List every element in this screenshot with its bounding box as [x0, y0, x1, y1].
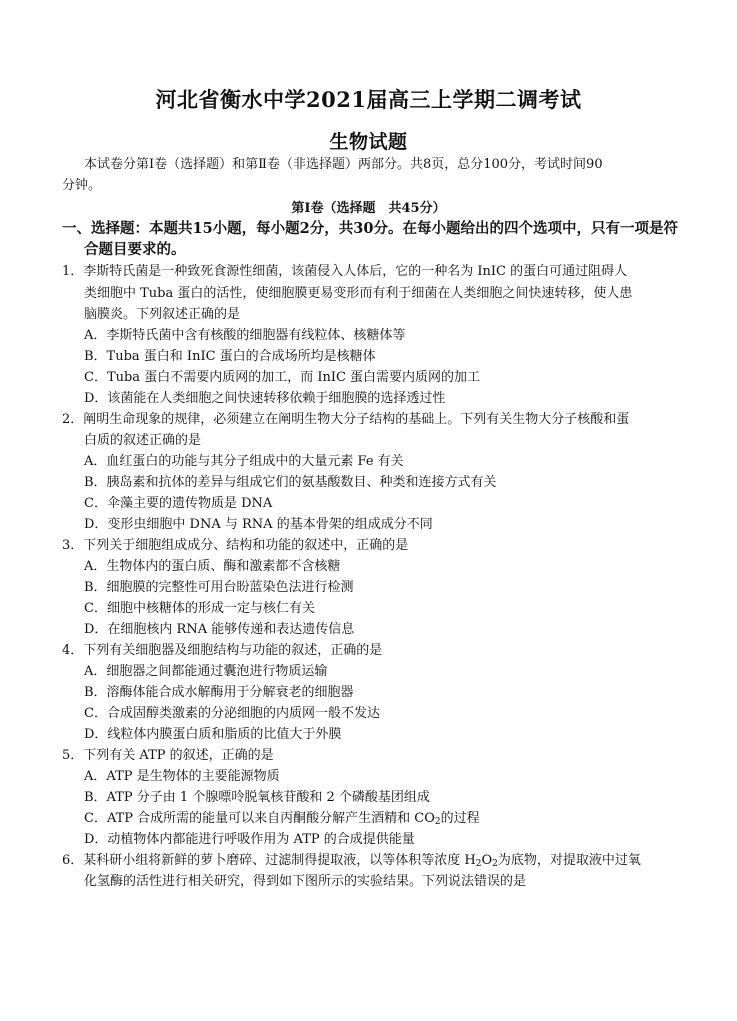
q4-option-d: D．线粒体内膜蛋白质和脂质的比值大于外膜 [84, 727, 342, 742]
q6-stem-tail: 为底物，对提取液中过氧 [497, 853, 641, 868]
q6-subscript-2: 2 [492, 859, 498, 869]
q4-option-a: A．细胞器之间都能通过囊泡进行物质运输 [84, 664, 328, 679]
q3-stem-line-1: 3．下列关于细胞组成成分、结构和功能的叙述中，正确的是 [62, 538, 409, 553]
q5-option-c [84, 811, 480, 827]
q2-option-a: A．血红蛋白的功能与其分子组成中的大量元素 Fe 有关 [84, 454, 404, 469]
subject-title: 生物试题 [329, 131, 408, 153]
intro-line-1: 本试卷分第Ⅰ卷（选择题）和第Ⅱ卷（非选择题）两部分。共8页，总分100分，考试时间90 [84, 157, 603, 172]
q2-option-b: B．胰岛素和抗体的差异与组成它们的氨基酸数目、种类和连接方式有关 [84, 475, 497, 490]
q3-option-a: A．生物体内的蛋白质、酶和激素都不含核糖 [84, 559, 341, 574]
q5-option-c-text: C．ATP 合成所需的能量可以来自丙酮酸分解产生酒精和 CO [84, 811, 435, 826]
section-heading-line-1: 一、选择题：本题共15小题，每小题2分，共30分。在每小题给出的四个选项中，只有一项是符 [62, 220, 678, 237]
q6-stem-text: 6．某科研小组将新鲜的萝卜磨碎、过滤制得提取液，以等体积等浓度 H [62, 853, 476, 868]
q4-option-c: C．合成固醇类激素的分泌细胞的内质网一般不发达 [84, 706, 380, 721]
q6-subscript-1: 2 [475, 859, 482, 869]
q4-option-b: B．溶酶体能合成水解酶用于分解衰老的细胞器 [84, 685, 354, 700]
q5-option-c-subscript: 2 [434, 817, 441, 827]
q1-option-c: C．Tuba 蛋白不需要内质网的加工，而 InIC 蛋白需要内质网的加工 [84, 370, 481, 385]
section-heading-line-2: 合题目要求的。 [84, 241, 186, 258]
q6-stem-o: O [481, 853, 493, 868]
q1-stem-line-1: 1．李斯特氏菌是一种致死食源性细菌，该菌侵入人体后，它的一种名为 InIC 的蛋白可通过阻碍人 [62, 264, 628, 279]
q1-stem-line-2: 类细胞中 Tuba 蛋白的活性，使细胞膜更易变形而有利于细菌在人类细胞之间快速转移，使人患 [84, 286, 633, 301]
q1-option-b: B．Tuba 蛋白和 InIC 蛋白的合成场所均是核糖体 [84, 349, 376, 364]
q2-stem-line-1: 2．阐明生命现象的规律，必须建立在阐明生物大分子结构的基础上。下列有关生物大分子核酸和蛋 [62, 412, 630, 427]
q6-stem-line-1 [62, 853, 641, 869]
q5-option-d: D．动植物体内都能进行呼吸作用为 ATP 的合成提供能量 [84, 832, 415, 847]
q3-option-c: C．细胞中核糖体的形成一定与核仁有关 [84, 601, 315, 616]
q2-option-d: D．变形虫细胞中 DNA 与 RNA 的基本骨架的组成成分不同 [84, 517, 433, 532]
q5-option-c-tail: 的过程 [440, 811, 480, 826]
q5-option-a: A．ATP 是生物体的主要能源物质 [84, 769, 280, 784]
part1-title: 第Ⅰ卷（选择题 共45分） [291, 201, 446, 216]
exam-title: 河北省衡水中学2021届高三上学期二调考试 [155, 87, 582, 112]
q3-option-d: D．在细胞核内 RNA 能够传递和表达遗传信息 [84, 622, 355, 637]
q1-option-a: A．李斯特氏菌中含有核酸的细胞器有线粒体、核糖体等 [84, 328, 406, 343]
q5-stem-line-1: 5．下列有关 ATP 的叙述，正确的是 [62, 748, 274, 763]
intro-line-2: 分钟。 [62, 178, 102, 193]
q1-option-d: D．该菌能在人类细胞之间快速转移依赖于细胞膜的选择透过性 [84, 391, 446, 406]
q2-stem-line-2: 白质的叙述正确的是 [84, 433, 202, 448]
q6-stem-line-2: 化氢酶的活性进行相关研究，得到如下图所示的实验结果。下列说法错误的是 [84, 874, 527, 889]
q3-option-b: B．细胞膜的完整性可用台盼蓝染色法进行检测 [84, 580, 354, 595]
q1-stem-line-3: 脑膜炎。下列叙述正确的是 [84, 307, 241, 322]
q2-option-c: C．伞藻主要的遗传物质是 DNA [84, 496, 273, 511]
q5-option-b: B．ATP 分子由 1 个腺嘌呤脱氧核苷酸和 2 个磷酸基团组成 [84, 790, 430, 805]
q4-stem-line-1: 4．下列有关细胞器及细胞结构与功能的叙述，正确的是 [62, 643, 383, 658]
